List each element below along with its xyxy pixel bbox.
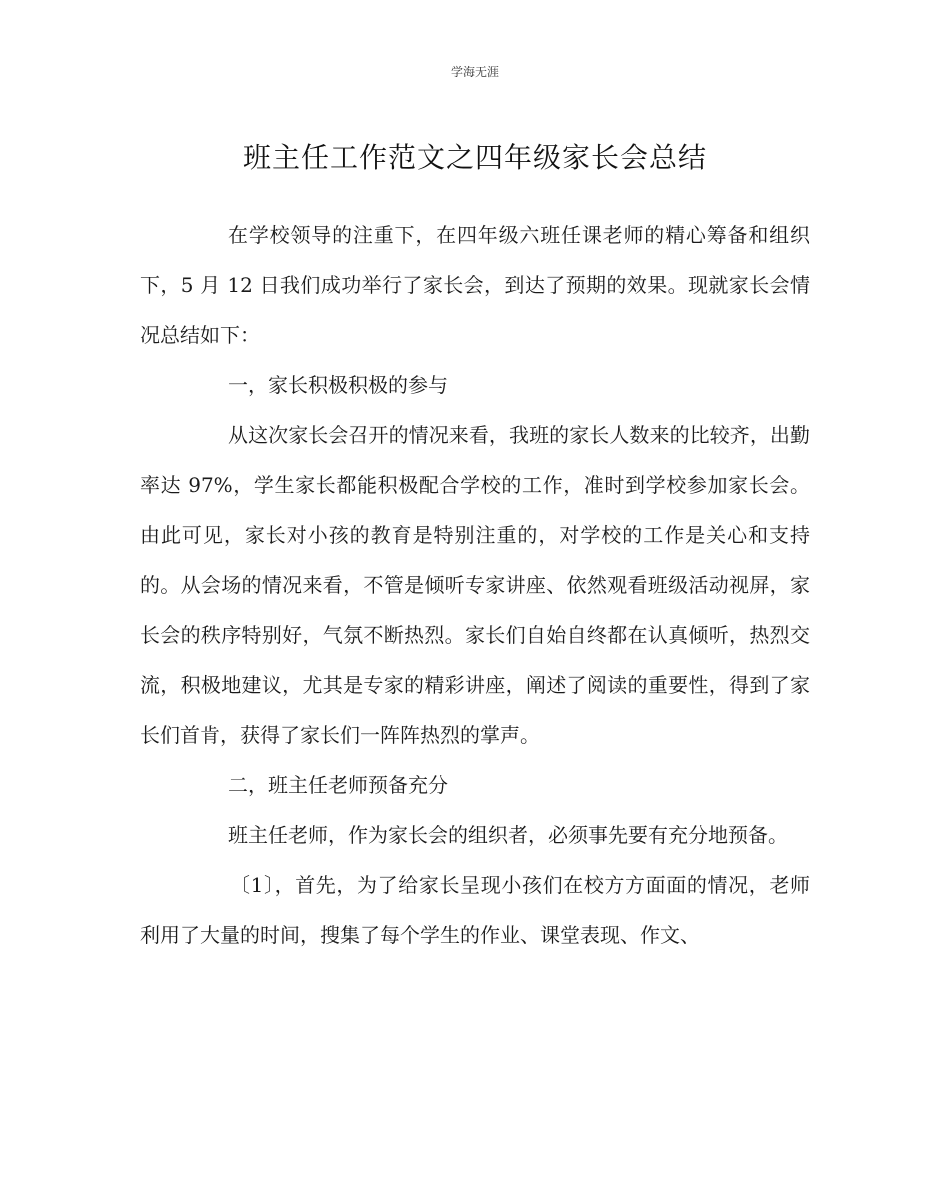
document-title: 班主任工作范文之四年级家长会总结	[242, 141, 707, 174]
document-body	[140, 210, 810, 960]
section-heading-1: 一，家长积极积极的参与	[228, 373, 448, 397]
paragraph-section-2: 班主任老师，作为家长会的组织者，必须事先要有充分地预备。	[228, 823, 788, 847]
paragraph-intro: 在学校领导的注重下，在四年级六班任课老师的精心筹备和组织下，5 月 12 日我们成功举行了家长会，到达了预期的效果。现就家长会情况总结如下：	[140, 223, 810, 347]
paragraph-section-1: 从这次家长会召开的情况来看，我班的家长人数来的比较齐，出勤率达 97%，学生家长都能积极配合学校的工作，准时到学校参加家长会。由此可见，家长对小孩的教育是特别注重的，对学校的工作是关心和支持的。从会场的情况来看，不管是倾听专家讲座、依然观看班级活动视屏，家长会的秩序特别好，气氛不断热烈。家长们自始自终都在认真倾听，热烈交流，积极地建议，尤其是专家的精彩讲座，阐述了阅读的重要性，得到了家长们首肯，获得了家长们一阵阵热烈的掌声。	[140, 423, 810, 747]
page-header: 学海无涯	[450, 65, 499, 79]
paragraph-item-1: 〔1〕，首先，为了给家长呈现小孩们在校方方面面的情况，老师利用了大量的时间，搜集了每个学生的作业、课堂表现、作文、	[140, 873, 810, 947]
section-heading-2: 二，班主任老师预备充分	[228, 773, 448, 797]
